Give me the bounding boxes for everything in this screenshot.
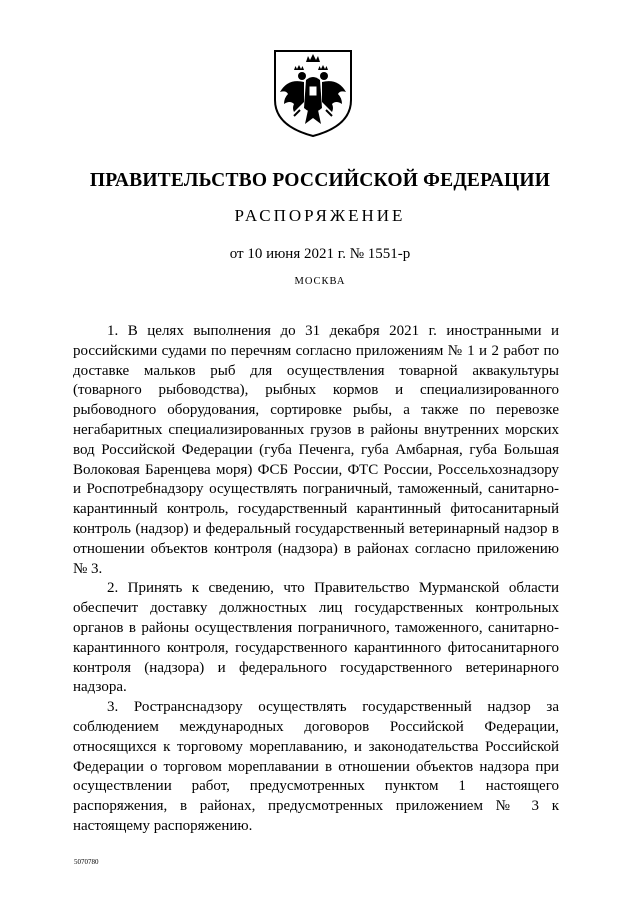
document-date-number: от 10 июня 2021 г. № 1551-р xyxy=(229,246,411,262)
footer-code: 5070780 xyxy=(74,858,99,866)
paragraph-1: 1. В целях выполнения до 31 декабря 2021 г. иностранными и российскими судами по перечням согласно приложениям № 1 и 2 работ по доставке мальков рыб для осуществления товарной аквакультуры (товарного рыбоводства), рыбных кормов и специализированного рыбоводного оборудования, сортировке рыбы, а также по перевозке негабаритных специализированных грузов в районы внутренних морских вод Российской Федерации (губа Печенга, губа Амбарная, губа Большая Волоковая Баренцева моря) ФСБ России, ФТС России, Россельхознадзору и Роспотребнадзору осуществлять пограничный, таможенный, санитарно-карантинный контроль, государственный карантинный фитосанитарный контроль (надзор) и федеральный государственный ветеринарный надзор в отношении объектов контроля (надзора) в районах согласно приложению № 3. xyxy=(73,323,559,577)
paragraph-2: 2. Принять к сведению, что Правительство Мурманской области обеспечит доставку должностных лиц государственных контрольных органов в районы осуществления пограничного, таможенного, санитарно-карантинного контроля, государственного карантинного фитосанитарного контроля (надзора) и федерального государственного ветеринарного надзора. xyxy=(73,580,559,696)
document-type: РАСПОРЯЖЕНИЕ xyxy=(234,206,406,225)
document-body xyxy=(73,322,559,837)
coat-of-arms-icon xyxy=(272,48,354,138)
government-title: ПРАВИТЕЛЬСТВО РОССИЙСКОЙ ФЕДЕРАЦИИ xyxy=(89,170,551,191)
document-city: МОСКВА xyxy=(294,276,346,287)
paragraph-3: 3. Ространснадзору осуществлять государственный надзор за соблюдением международных договоров Российской Федерации, относящихся к торговому мореплаванию, и законодательства Российской Федерации о торговом мореплавании в отношении объектов надзора при осуществлении работ, предусмотренных пунктом 1 настоящего распоряжения, в районах, предусмотренных приложением № 3 к настоящему распоряжению. xyxy=(73,699,559,834)
